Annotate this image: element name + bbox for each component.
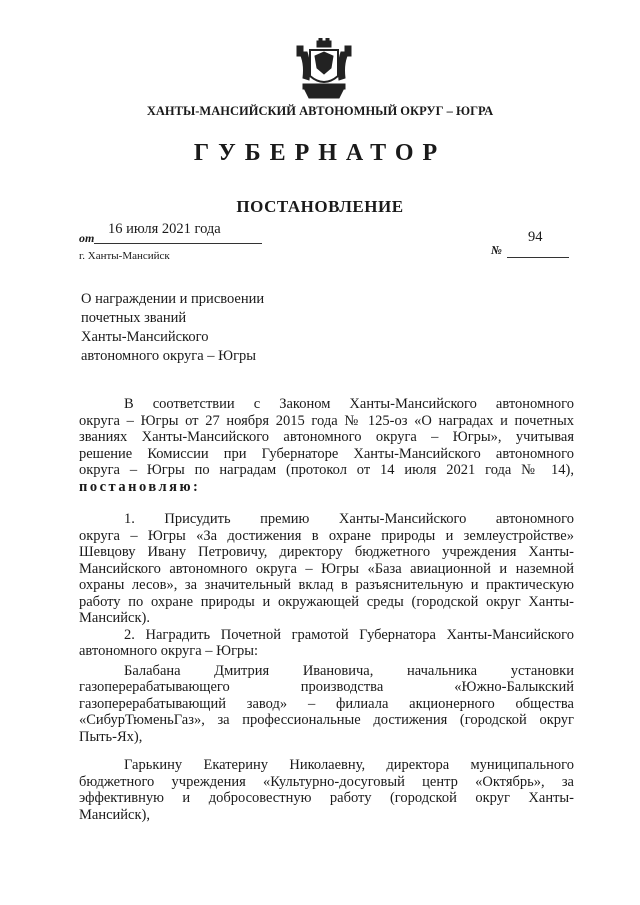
region-name: ХАНТЫ-МАНСИЙСКИЙ АВТОНОМНЫЙ ОКРУГ – ЮГРА <box>146 104 494 118</box>
awardee-2 <box>79 757 574 823</box>
subject-line: Ханты-Мансийского <box>81 329 209 345</box>
awardee-line: газоперерабатывающий завод» – филиала акционерного общества <box>79 695 574 712</box>
preamble-line: округа – Югры по наградам (протокол от 14 июля 2021 года № 14), <box>79 462 574 478</box>
preamble-line: решение Комиссии при Губернаторе Ханты-Мансийского автономного <box>79 445 574 462</box>
coat-of-arms-icon <box>295 38 353 100</box>
item-line: 1. Присудить премию Ханты-Мансийского автономного <box>124 511 574 527</box>
awardee-line: Пыть-Ях), <box>79 728 143 745</box>
document-number: 94 <box>528 229 543 245</box>
item-line: 2. Наградить Почетной грамотой Губернатора Ханты-Мансийского <box>124 626 574 643</box>
item-line: Шевцову Ивану Петровичу, директору бюджетного учреждения Ханты- <box>79 544 574 560</box>
item-line: автономного округа – Югры: <box>79 643 259 659</box>
awardee-line: бюджетного учреждения «Культурно-досуговый центр «Октябрь», за <box>79 773 574 790</box>
preamble-line: В соответствии с Законом Ханты-Мансийского автономного <box>124 396 574 412</box>
awardee-line: газоперерабатывающего производства «Южно-Балыкский <box>79 679 574 695</box>
subject-line: О награждении и присвоении <box>81 291 265 307</box>
date-underline <box>94 243 262 244</box>
item-1 <box>79 511 574 627</box>
number-prefix: № <box>491 243 502 257</box>
awardee-line: Гарькину Екатерину Николаевну, директора муниципального <box>124 757 574 773</box>
item-line: Мансийского автономного округа – Югры «База авиационной и наземной <box>79 560 574 577</box>
preamble-line: званиях Ханты-Мансийского автономного округа – Югры», учитывая <box>79 429 574 445</box>
item-line: охраны лесов», за значительный вклад в разъяснительную и практическую <box>79 577 574 593</box>
document-body <box>79 396 574 823</box>
document-city: г. Ханты-Мансийск <box>79 250 170 262</box>
awardee-1 <box>79 663 574 746</box>
awardee-line: эффективную и добросовестную работу (городской округ Ханты- <box>79 790 574 806</box>
awardee-line: Балабана Дмитрия Ивановича, начальника установки <box>124 662 574 679</box>
resolve-word: постановляю: <box>79 478 201 495</box>
item-line: Мансийск). <box>79 610 150 626</box>
preamble-line: округа – Югры от 27 ноября 2015 года № 125-оз «О наградах и почетных <box>79 412 574 429</box>
document-date: 16 июля 2021 года <box>108 221 221 237</box>
number-underline <box>507 257 569 258</box>
awardee-line: Мансийск), <box>79 806 150 823</box>
governor-title: ГУБЕРНАТОР <box>193 140 447 166</box>
subject-line: автономного округа – Югры <box>81 348 257 364</box>
subject-line: почетных званий <box>81 310 187 326</box>
document-type: ПОСТАНОВЛЕНИЕ <box>236 197 404 216</box>
item-line: работу по охране природы и окружающей среды (городской округ Ханты- <box>79 593 574 610</box>
item-2 <box>79 627 574 660</box>
item-line: округа – Югры «За достижения в охране природы и землеустройстве» <box>79 527 574 544</box>
awardee-line: «СибурТюменьГаз», за профессиональные достижения (городской округ <box>79 712 574 728</box>
preamble <box>79 396 574 495</box>
date-prefix: от <box>79 231 95 245</box>
document-subject <box>81 290 341 366</box>
